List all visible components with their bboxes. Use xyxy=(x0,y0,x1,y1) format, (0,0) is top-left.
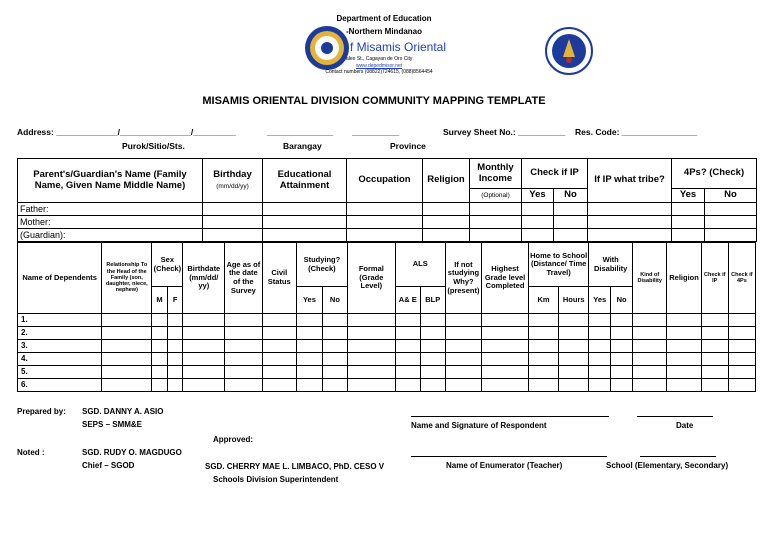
table-cell[interactable] xyxy=(420,379,445,392)
enumerator-line[interactable] xyxy=(411,456,607,457)
table-cell[interactable] xyxy=(611,353,633,366)
table-cell[interactable] xyxy=(522,229,554,242)
noted-title: Chief – SGOD xyxy=(82,461,135,470)
table-cell[interactable] xyxy=(470,203,522,216)
school-line[interactable] xyxy=(640,456,716,457)
table-cell[interactable] xyxy=(559,366,589,379)
barangay-field[interactable]: ______________ xyxy=(267,127,334,137)
table-cell[interactable] xyxy=(395,340,420,353)
dependents-table xyxy=(17,242,756,392)
table-cell[interactable] xyxy=(347,340,395,353)
division-address: aleo St., Cagayan de Oro City xyxy=(346,56,413,62)
table-row xyxy=(18,229,757,242)
table-cell[interactable] xyxy=(482,314,529,327)
row-number: 3. xyxy=(18,340,102,353)
table-cell[interactable] xyxy=(203,216,263,229)
row-number: 6. xyxy=(18,379,102,392)
row-number: 2. xyxy=(18,327,102,340)
school-caption: School (Elementary, Secondary) xyxy=(606,461,729,470)
kagawaran-seal-icon xyxy=(545,27,593,75)
table-cell[interactable] xyxy=(322,366,347,379)
table-cell[interactable] xyxy=(296,379,322,392)
studying-no-header: No xyxy=(322,287,347,314)
mother-label: Mother: xyxy=(18,216,203,229)
table-cell[interactable] xyxy=(296,314,322,327)
purok-caption: Purok/Sitio/Sts. xyxy=(122,141,185,151)
table-cell[interactable] xyxy=(588,229,672,242)
not-studying-header: If not studying Why? (present) xyxy=(445,243,481,314)
table-cell[interactable] xyxy=(395,379,420,392)
birthdate-header: Birthdate (mm/dd/ yy) xyxy=(183,243,225,314)
table-cell[interactable] xyxy=(347,203,423,216)
table-cell[interactable] xyxy=(728,379,755,392)
prepared-by-label: Prepared by: xyxy=(17,407,66,416)
birthday-header xyxy=(203,159,263,203)
table-cell[interactable] xyxy=(262,327,296,340)
table-cell[interactable] xyxy=(522,203,554,216)
table-cell[interactable] xyxy=(395,314,420,327)
table-cell[interactable] xyxy=(347,379,395,392)
table-cell[interactable] xyxy=(296,327,322,340)
table-cell[interactable] xyxy=(705,216,757,229)
table-cell[interactable] xyxy=(167,353,183,366)
birthday-header-label: Birthday xyxy=(213,168,252,180)
table-cell[interactable] xyxy=(152,353,168,366)
table-cell[interactable] xyxy=(183,379,225,392)
table-cell[interactable] xyxy=(672,203,705,216)
table-row xyxy=(18,203,757,216)
table-cell[interactable] xyxy=(420,340,445,353)
table-cell[interactable] xyxy=(203,203,263,216)
table-cell[interactable] xyxy=(420,353,445,366)
table-cell[interactable] xyxy=(420,314,445,327)
table-cell[interactable] xyxy=(183,353,225,366)
table-cell[interactable] xyxy=(528,340,558,353)
table-cell[interactable] xyxy=(667,314,701,327)
sex-header: Sex (Check) xyxy=(152,243,183,287)
table-cell[interactable] xyxy=(167,366,183,379)
table-cell[interactable] xyxy=(167,327,183,340)
income-note: (Optional) xyxy=(470,189,522,203)
disability-yes-header: Yes xyxy=(589,287,611,314)
sds-title: Schools Division Superintendent xyxy=(213,475,339,484)
table-row xyxy=(18,340,756,353)
table-row xyxy=(18,327,756,340)
table-cell[interactable] xyxy=(102,366,152,379)
table-cell[interactable] xyxy=(167,379,183,392)
table-cell[interactable] xyxy=(262,366,296,379)
table-cell[interactable] xyxy=(263,203,347,216)
table-cell[interactable] xyxy=(322,340,347,353)
table-cell[interactable] xyxy=(728,353,755,366)
table-cell[interactable] xyxy=(420,366,445,379)
table-cell[interactable] xyxy=(701,353,728,366)
table-cell[interactable] xyxy=(633,353,667,366)
table-cell[interactable] xyxy=(167,314,183,327)
table-cell[interactable] xyxy=(263,229,347,242)
table-cell[interactable] xyxy=(482,366,529,379)
table-row xyxy=(18,379,756,392)
address-field[interactable]: Address: _____________/_______________/_________ xyxy=(17,127,236,137)
sex-f-header: F xyxy=(167,287,183,314)
table-cell[interactable] xyxy=(470,216,522,229)
table-cell[interactable] xyxy=(322,314,347,327)
barangay-caption: Barangay xyxy=(283,141,322,151)
als-blp-header: BLP xyxy=(420,287,445,314)
prepared-by-name: SGD. DANNY A. ASIO xyxy=(82,407,164,416)
table-cell[interactable] xyxy=(633,327,667,340)
table-cell[interactable] xyxy=(152,314,168,327)
table-cell[interactable] xyxy=(672,229,705,242)
table-cell[interactable] xyxy=(225,340,262,353)
father-label: Father: xyxy=(18,203,203,216)
table-cell[interactable] xyxy=(633,314,667,327)
table-cell[interactable] xyxy=(589,353,611,366)
als-ae-header: A& E xyxy=(395,287,420,314)
table-cell[interactable] xyxy=(296,353,322,366)
religion-header: Religion xyxy=(423,159,470,203)
education-header: Educational Attainment xyxy=(263,159,347,203)
table-cell[interactable] xyxy=(611,314,633,327)
department-name: Department of Education xyxy=(336,14,432,23)
table-cell[interactable] xyxy=(554,216,588,229)
table-cell[interactable] xyxy=(347,216,423,229)
ip-no-header: No xyxy=(554,189,588,203)
date-line[interactable] xyxy=(637,416,713,417)
birthday-format: (mm/dd/yy) xyxy=(216,182,249,190)
table-cell[interactable] xyxy=(347,327,395,340)
table-cell[interactable] xyxy=(522,216,554,229)
table-cell[interactable] xyxy=(347,229,423,242)
disability-header: With Disability xyxy=(589,243,633,287)
table-cell[interactable] xyxy=(347,366,395,379)
civil-status-header: Civil Status xyxy=(262,243,296,314)
respondent-caption: Name and Signature of Respondent xyxy=(411,421,547,430)
table-cell[interactable] xyxy=(528,366,558,379)
table-cell[interactable] xyxy=(102,353,152,366)
table-cell[interactable] xyxy=(667,353,701,366)
table-cell[interactable] xyxy=(701,340,728,353)
table-cell[interactable] xyxy=(395,327,420,340)
studying-yes-header: Yes xyxy=(296,287,322,314)
ip-tribe-header: If IP what tribe? xyxy=(588,159,672,203)
age-header: Age as of the date of the Survey xyxy=(225,243,262,314)
table-row xyxy=(18,216,757,229)
highest-grade-header: Highest Grade level Completed xyxy=(482,243,529,314)
table-cell[interactable] xyxy=(152,379,168,392)
table-row xyxy=(18,366,756,379)
table-cell[interactable] xyxy=(262,353,296,366)
table-cell[interactable] xyxy=(633,366,667,379)
province-field[interactable]: __________ xyxy=(352,127,400,137)
table-cell[interactable] xyxy=(482,327,529,340)
table-cell[interactable] xyxy=(559,353,589,366)
table-cell[interactable] xyxy=(554,229,588,242)
km-header: Km xyxy=(528,287,558,314)
table-cell[interactable] xyxy=(482,353,529,366)
table-cell[interactable] xyxy=(705,203,757,216)
table-cell[interactable] xyxy=(667,379,701,392)
table-cell[interactable] xyxy=(263,216,347,229)
table-cell[interactable] xyxy=(347,314,395,327)
row-number: 4. xyxy=(18,353,102,366)
table-cell[interactable] xyxy=(728,366,755,379)
table-cell[interactable] xyxy=(395,353,420,366)
table-cell[interactable] xyxy=(528,353,558,366)
table-cell[interactable] xyxy=(225,314,262,327)
table-cell[interactable] xyxy=(588,203,672,216)
table-cell[interactable] xyxy=(589,366,611,379)
sds-name: SGD. CHERRY MAE L. LIMBACO, PhD. CESO V xyxy=(205,462,385,471)
table-cell[interactable] xyxy=(633,379,667,392)
table-cell[interactable] xyxy=(152,340,168,353)
table-row xyxy=(18,314,756,327)
table-cell[interactable] xyxy=(701,314,728,327)
table-cell[interactable] xyxy=(559,327,589,340)
fourps-header: 4Ps? (Check) xyxy=(672,159,757,189)
table-cell[interactable] xyxy=(183,327,225,340)
fourps-no-header: No xyxy=(705,189,757,203)
table-cell[interactable] xyxy=(183,314,225,327)
table-cell[interactable] xyxy=(482,379,529,392)
table-cell[interactable] xyxy=(482,340,529,353)
table-cell[interactable] xyxy=(589,379,611,392)
check-ip-dep-header: Check if IP xyxy=(701,243,728,314)
table-cell[interactable] xyxy=(262,340,296,353)
page-title: MISAMIS ORIENTAL DIVISION COMMUNITY MAPPING TEMPLATE xyxy=(202,95,546,107)
table-cell[interactable] xyxy=(445,327,481,340)
table-cell[interactable] xyxy=(102,340,152,353)
table-cell[interactable] xyxy=(395,366,420,379)
als-header: ALS xyxy=(395,243,445,287)
prepared-by-title: SEPS – SMM&E xyxy=(82,420,143,429)
table-cell[interactable] xyxy=(225,353,262,366)
guardian-label: (Guardian): xyxy=(18,229,203,242)
table-cell[interactable] xyxy=(183,366,225,379)
table-cell[interactable] xyxy=(667,366,701,379)
table-cell[interactable] xyxy=(296,340,322,353)
table-cell[interactable] xyxy=(420,327,445,340)
hours-header: Hours xyxy=(559,287,589,314)
table-cell[interactable] xyxy=(528,379,558,392)
table-cell[interactable] xyxy=(701,366,728,379)
check-4ps-dep-header: Check if 4Ps xyxy=(728,243,755,314)
noted-name: SGD. RUDY O. MAGDUGO xyxy=(82,448,182,457)
table-cell[interactable] xyxy=(728,340,755,353)
table-cell[interactable] xyxy=(423,229,470,242)
table-cell[interactable] xyxy=(701,379,728,392)
table-cell[interactable] xyxy=(667,327,701,340)
table-cell[interactable] xyxy=(445,366,481,379)
table-cell[interactable] xyxy=(102,314,152,327)
table-cell[interactable] xyxy=(445,379,481,392)
parent-name-header: Parent's/Guardian's Name (Family Name, Given Name Middle Name) xyxy=(18,159,203,203)
table-cell[interactable] xyxy=(322,327,347,340)
survey-sheet-field[interactable]: Survey Sheet No.: __________ xyxy=(443,127,566,137)
table-cell[interactable] xyxy=(225,379,262,392)
table-cell[interactable] xyxy=(589,314,611,327)
deped-seal-icon xyxy=(304,25,350,71)
approved-label: Approved: xyxy=(213,435,253,444)
province-caption: Province xyxy=(390,141,426,151)
table-cell[interactable] xyxy=(225,366,262,379)
table-cell[interactable] xyxy=(152,366,168,379)
res-code-field[interactable]: Res. Code: ________________ xyxy=(575,127,698,137)
table-cell[interactable] xyxy=(611,366,633,379)
table-cell[interactable] xyxy=(667,340,701,353)
table-cell[interactable] xyxy=(423,203,470,216)
studying-header: Studying? (Check) xyxy=(296,243,347,287)
table-cell[interactable] xyxy=(225,327,262,340)
income-header: Monthly Income xyxy=(470,159,522,189)
table-cell[interactable] xyxy=(611,340,633,353)
table-cell[interactable] xyxy=(611,327,633,340)
table-cell[interactable] xyxy=(445,353,481,366)
table-cell[interactable] xyxy=(528,314,558,327)
table-cell[interactable] xyxy=(262,314,296,327)
table-cell[interactable] xyxy=(559,379,589,392)
table-cell[interactable] xyxy=(633,340,667,353)
table-cell[interactable] xyxy=(322,379,347,392)
table-cell[interactable] xyxy=(445,340,481,353)
relationship-header: Relationship To the Head of the Family (son, daughter, niece, nephew) xyxy=(102,243,152,314)
division-website[interactable]: www.depedmisor.net xyxy=(356,63,403,69)
row-number: 1. xyxy=(18,314,102,327)
table-cell[interactable] xyxy=(611,379,633,392)
table-cell[interactable] xyxy=(423,216,470,229)
home-school-header: Home to School (Distance/ Time Travel) xyxy=(528,243,588,287)
table-cell[interactable] xyxy=(589,327,611,340)
table-cell[interactable] xyxy=(296,366,322,379)
table-cell[interactable] xyxy=(445,314,481,327)
enumerator-caption: Name of Enumerator (Teacher) xyxy=(446,461,563,470)
region-name: -Northern Mindanao xyxy=(346,27,422,36)
table-cell[interactable] xyxy=(705,229,757,242)
table-row xyxy=(18,353,756,366)
fourps-yes-header: Yes xyxy=(672,189,705,203)
sex-m-header: M xyxy=(152,287,168,314)
table-cell[interactable] xyxy=(322,353,347,366)
table-cell[interactable] xyxy=(262,379,296,392)
table-cell[interactable] xyxy=(203,229,263,242)
parents-table xyxy=(17,158,757,242)
table-cell[interactable] xyxy=(701,327,728,340)
kind-disability-header: Kind of Disability xyxy=(633,243,667,314)
table-cell[interactable] xyxy=(347,353,395,366)
table-cell[interactable] xyxy=(559,314,589,327)
date-caption: Date xyxy=(676,421,694,430)
table-cell[interactable] xyxy=(102,327,152,340)
check-ip-header: Check if IP xyxy=(522,159,588,189)
table-cell[interactable] xyxy=(588,216,672,229)
ip-yes-header: Yes xyxy=(522,189,554,203)
dependent-name-header: Name of Dependents xyxy=(18,243,102,314)
table-cell[interactable] xyxy=(728,327,755,340)
table-cell[interactable] xyxy=(728,314,755,327)
respondent-signature-line[interactable] xyxy=(411,416,609,417)
formal-header: Formal (Grade Level) xyxy=(347,243,395,314)
table-cell[interactable] xyxy=(102,379,152,392)
row-number: 5. xyxy=(18,366,102,379)
table-cell[interactable] xyxy=(152,327,168,340)
table-cell[interactable] xyxy=(559,340,589,353)
disability-no-header: No xyxy=(611,287,633,314)
table-cell[interactable] xyxy=(672,216,705,229)
table-cell[interactable] xyxy=(589,340,611,353)
division-contact: Contact numbers (08822)724615, (088)8564454 xyxy=(325,69,433,75)
table-cell[interactable] xyxy=(554,203,588,216)
occupation-header: Occupation xyxy=(347,159,423,203)
table-cell[interactable] xyxy=(167,340,183,353)
dependent-religion-header: Religion xyxy=(667,243,701,314)
division-name: f Misamis Oriental xyxy=(350,40,447,54)
table-cell[interactable] xyxy=(183,340,225,353)
table-cell[interactable] xyxy=(528,327,558,340)
noted-label: Noted : xyxy=(17,448,45,457)
table-cell[interactable] xyxy=(470,229,522,242)
